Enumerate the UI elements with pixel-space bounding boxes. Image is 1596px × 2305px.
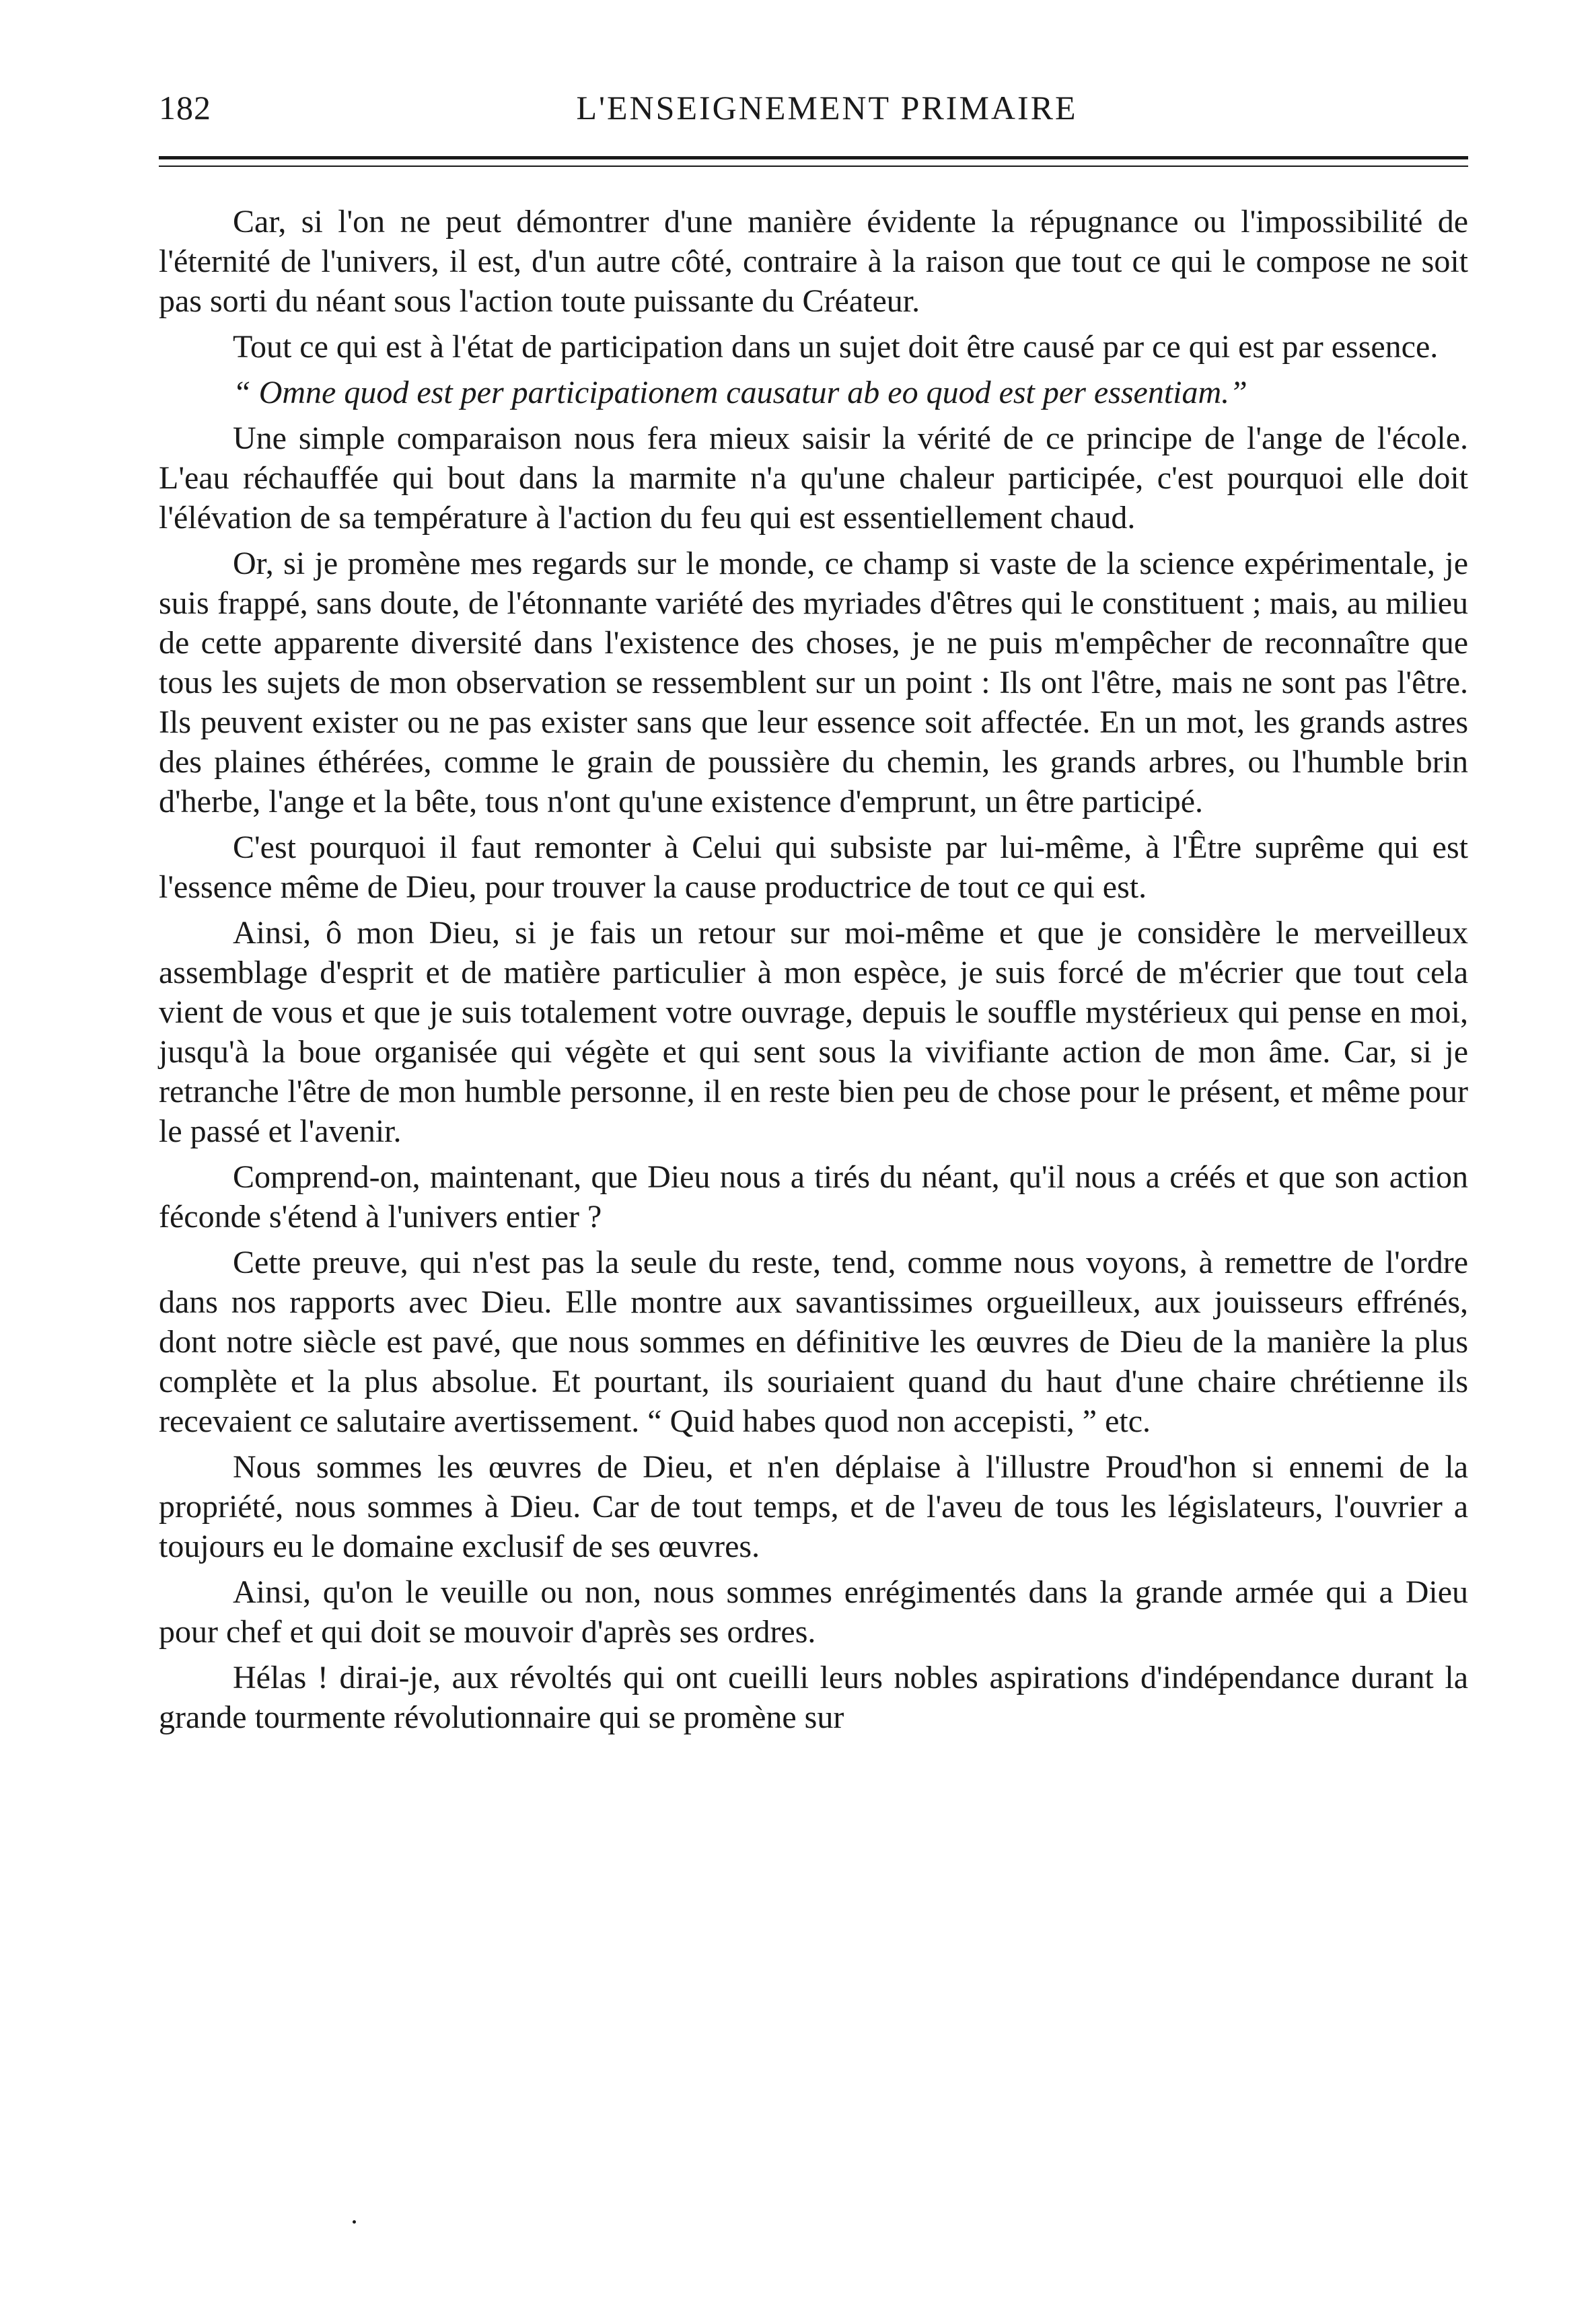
print-speck — [353, 2220, 356, 2224]
paragraph-11: Hélas ! dirai-je, aux révoltés qui ont cueilli leurs nobles aspirations d'indépendance durant la grande tourmente révolutionnaire qui se promène sur — [159, 1660, 1468, 1735]
paragraph-2: Tout ce qui est à l'état de participation dans un sujet doit être causé par ce qui est par essence. — [233, 329, 1439, 365]
paragraph-9: Nous sommes les œuvres de Dieu, et n'en déplaise à l'illustre Proud'hon si ennemi de la propriété, nous sommes à Dieu. Car de tout temps, et de l'aveu de tous les législateurs, l'ouvrier a toujours eu le domaine exclusif de ses œuvres. — [159, 1449, 1468, 1564]
body-text — [159, 202, 1468, 1743]
header-rule-thin — [159, 166, 1468, 167]
paragraph-3: Une simple comparaison nous fera mieux saisir la vérité de ce principe de l'ange de l'école. L'eau réchauffée qui bout dans la marmite n'a qu'une chaleur participée, c'est pourquoi elle doit l'élévation de sa température à l'action du feu qui est essentiellement chaud. — [159, 420, 1468, 536]
latin-quote: “ Omne quod est per participationem causatur ab eo quod est per essentiam.” — [233, 375, 1247, 410]
running-head — [159, 81, 1468, 135]
paragraph-8: Cette preuve, qui n'est pas la seule du reste, tend, comme nous voyons, à remettre de l'ordre dans nos rapports avec Dieu. Elle montre aux savantissimes orgueilleux, aux jouisseurs effrénés, dont notre siècle est pavé, que nous sommes en définitive les œuvres de Dieu de la manière la plus complète et la plus absolue. Et pourtant, ils souriaient quand du haut d'une chaire chrétienne ils recevaient ce salutaire avertissement. “ Quid habes quod non accepisti, ” etc. — [159, 1245, 1468, 1439]
page-number: 182 — [159, 89, 211, 126]
header-rule-thick — [159, 156, 1468, 159]
paragraph-6: Ainsi, ô mon Dieu, si je fais un retour sur moi-même et que je considère le merveilleux assemblage d'esprit et de matière particulier à mon espèce, je suis forcé de m'écrier que tout cela vient de vous et que je suis totalement votre ouvrage, depuis le souffle mystérieux qui pense en moi, jusqu'à la boue organisée qui végète et qui sent sous la vivifiante action de mon âme. Car, si je retranche l'être de mon humble personne, il en reste bien peu de chose pour le présent, et même pour le passé et l'avenir. — [159, 915, 1468, 1149]
paragraph-10: Ainsi, qu'on le veuille ou non, nous sommes enrégimentés dans la grande armée qui a Dieu pour chef et qui doit se mouvoir d'après ses ordres. — [159, 1574, 1468, 1650]
paragraph-5: C'est pourquoi il faut remonter à Celui qui subsiste par lui-même, à l'Être suprême qui est l'essence même de Dieu, pour trouver la cause productrice de tout ce qui est. — [159, 830, 1468, 905]
paragraph-1: Car, si l'on ne peut démontrer d'une manière évidente la répugnance ou l'impossibilité de l'éternité de l'univers, il est, d'un autre côté, contraire à la raison que tout ce qui le compose ne soit pas sorti du néant sous l'action toute puissante du Créateur. — [159, 204, 1468, 319]
paragraph-7: Comprend-on, maintenant, que Dieu nous a tirés du néant, qu'il nous a créés et que son action féconde s'étend à l'univers entier ? — [159, 1159, 1468, 1235]
running-title: L'ENSEIGNEMENT PRIMAIRE — [576, 89, 1078, 126]
paragraph-4: Or, si je promène mes regards sur le monde, ce champ si vaste de la science expérimentale, je suis frappé, sans doute, de l'étonnante variété des myriades d'êtres qui le constituent ; mais, au milieu de cette apparente diversité dans l'existence des choses, je ne puis m'empêcher de reconnaître que tous les sujets de mon observation se ressemblent sur un point : Ils ont l'être, mais ne sont pas l'être. Ils peuvent exister ou ne pas exister sans que leur essence soit affectée. En un mot, les grands astres des plaines éthérées, comme le grain de poussière du chemin, les grands arbres, ou l'humble brin d'herbe, l'ange et la bête, tous n'ont qu'une existence d'emprunt, un être participé. — [159, 546, 1468, 819]
